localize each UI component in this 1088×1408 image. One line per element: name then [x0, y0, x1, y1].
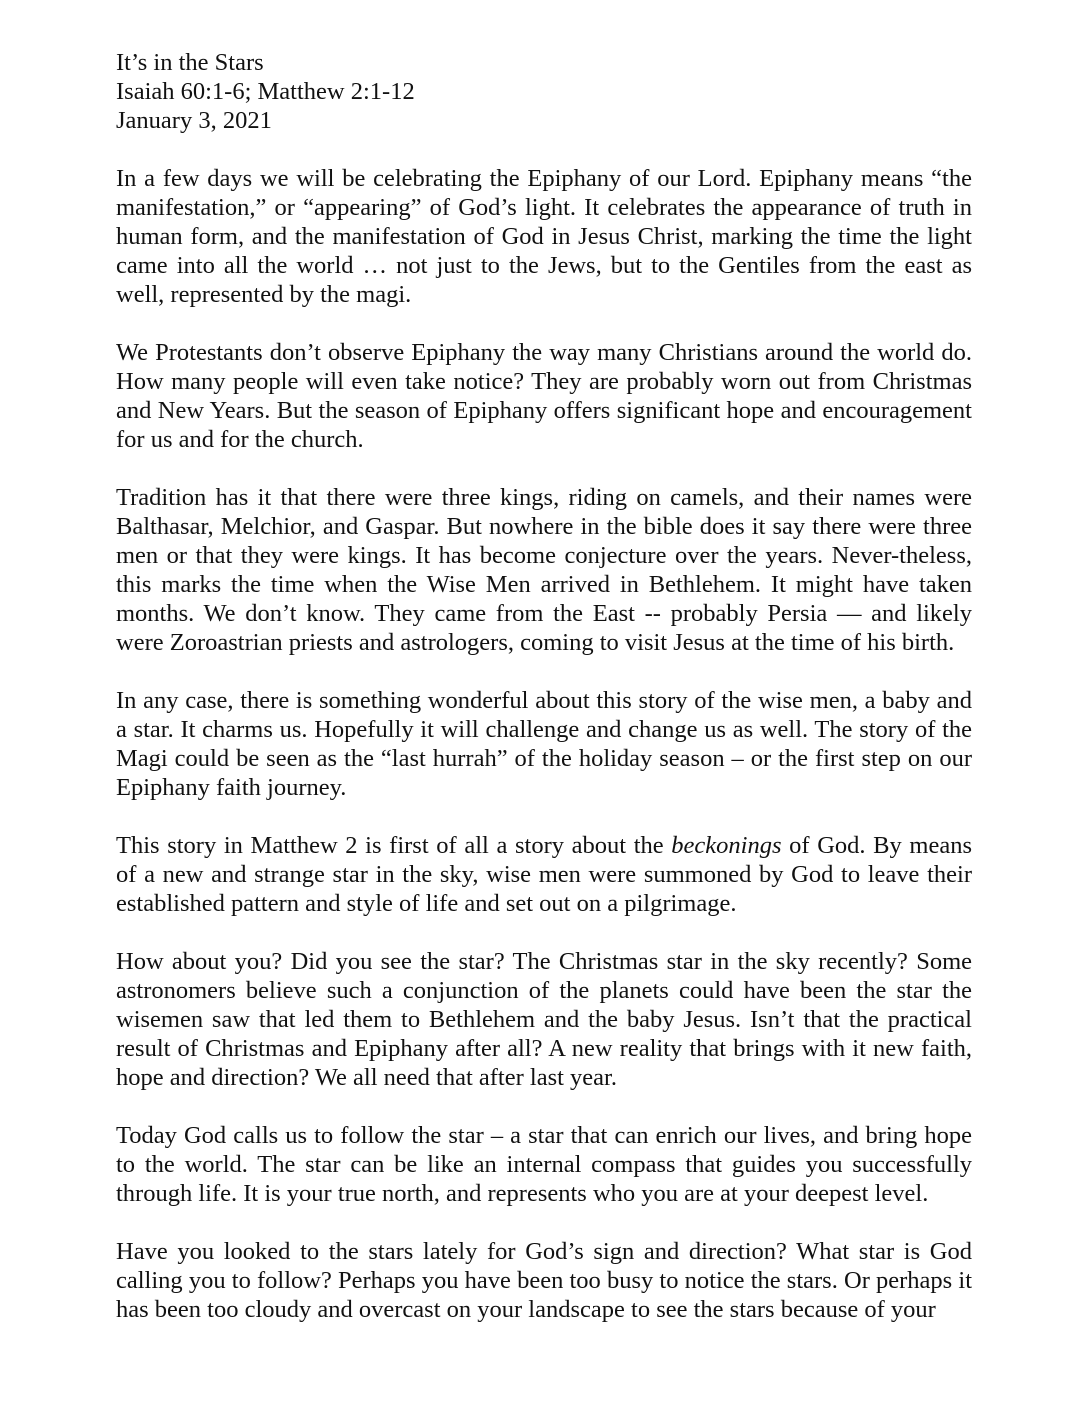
- paragraph-2: We Protestants don’t observe Epiphany the way many Christians around the world do. How many people will even take notice? They are probably worn out from Christmas and New Years. But the season of Epiphany offers significant hope and encouragement for us and for the church.: [116, 339, 972, 453]
- sermon-header: [116, 48, 972, 135]
- paragraph-4: In any case, there is something wonderful about this story of the wise men, a baby and a star. It charms us. Hopefully it will challenge and change us as well. The story of the Magi could be seen as the “last hurrah” of the holiday season – or the first step on our Epiphany faith journey.: [116, 687, 972, 801]
- paragraph-8: Have you looked to the stars lately for God’s sign and direction? What star is God calling you to follow? Perhaps you have been too busy to notice the stars. Or perhaps it has been too cloudy and overcast on your landscape to see the stars because of your: [116, 1238, 972, 1323]
- document-page: [116, 48, 972, 1353]
- sermon-title: It’s in the Stars: [116, 49, 264, 76]
- paragraph-6: How about you? Did you see the star? The Christmas star in the sky recently? Some astronomers believe such a conjunction of the planets could have been the star the wisemen saw that led them to Bethlehem and the baby Jesus. Isn’t that the practical result of Christmas and Epiphany after all? A new reality that brings with it new faith, hope and direction? We all need that after last year.: [116, 948, 972, 1091]
- paragraph-5-text-start: This story in Matthew 2 is first of all a story about the: [116, 832, 672, 859]
- paragraph-5-text-end: of God. By means of a new and strange star in the sky, wise men were summoned by God to leave their established pattern and style of life and set out on a pilgrimage.: [116, 832, 972, 917]
- scripture-reference: Isaiah 60:1-6; Matthew 2:1-12: [116, 78, 415, 105]
- paragraph-5-italic-word: beckonings: [671, 832, 782, 859]
- paragraph-3: Tradition has it that there were three kings, riding on camels, and their names were Balthasar, Melchior, and Gaspar. But nowhere in the bible does it say there were three men or that they were kings. It has become conjecture over the years. Never-theless, this marks the time when the Wise Men arrived in Bethlehem. It might have taken months. We don’t know. They came from the East -- probably Persia — and likely were Zoroastrian priests and astrologers, coming to visit Jesus at the time of his birth.: [116, 484, 972, 656]
- paragraph-5: [116, 831, 972, 918]
- paragraph-1: In a few days we will be celebrating the Epiphany of our Lord. Epiphany means “the manifestation,” or “appearing” of God’s light. It celebrates the appearance of truth in human form, and the manifestation of God in Jesus Christ, marking the time the light came into all the world … not just to the Jews, but to the Gentiles from the east as well, represented by the magi.: [116, 165, 972, 308]
- sermon-date: January 3, 2021: [116, 107, 272, 134]
- paragraph-7: Today God calls us to follow the star – a star that can enrich our lives, and bring hope to the world. The star can be like an internal compass that guides you successfully through life. It is your true north, and represents who you are at your deepest level.: [116, 1122, 972, 1207]
